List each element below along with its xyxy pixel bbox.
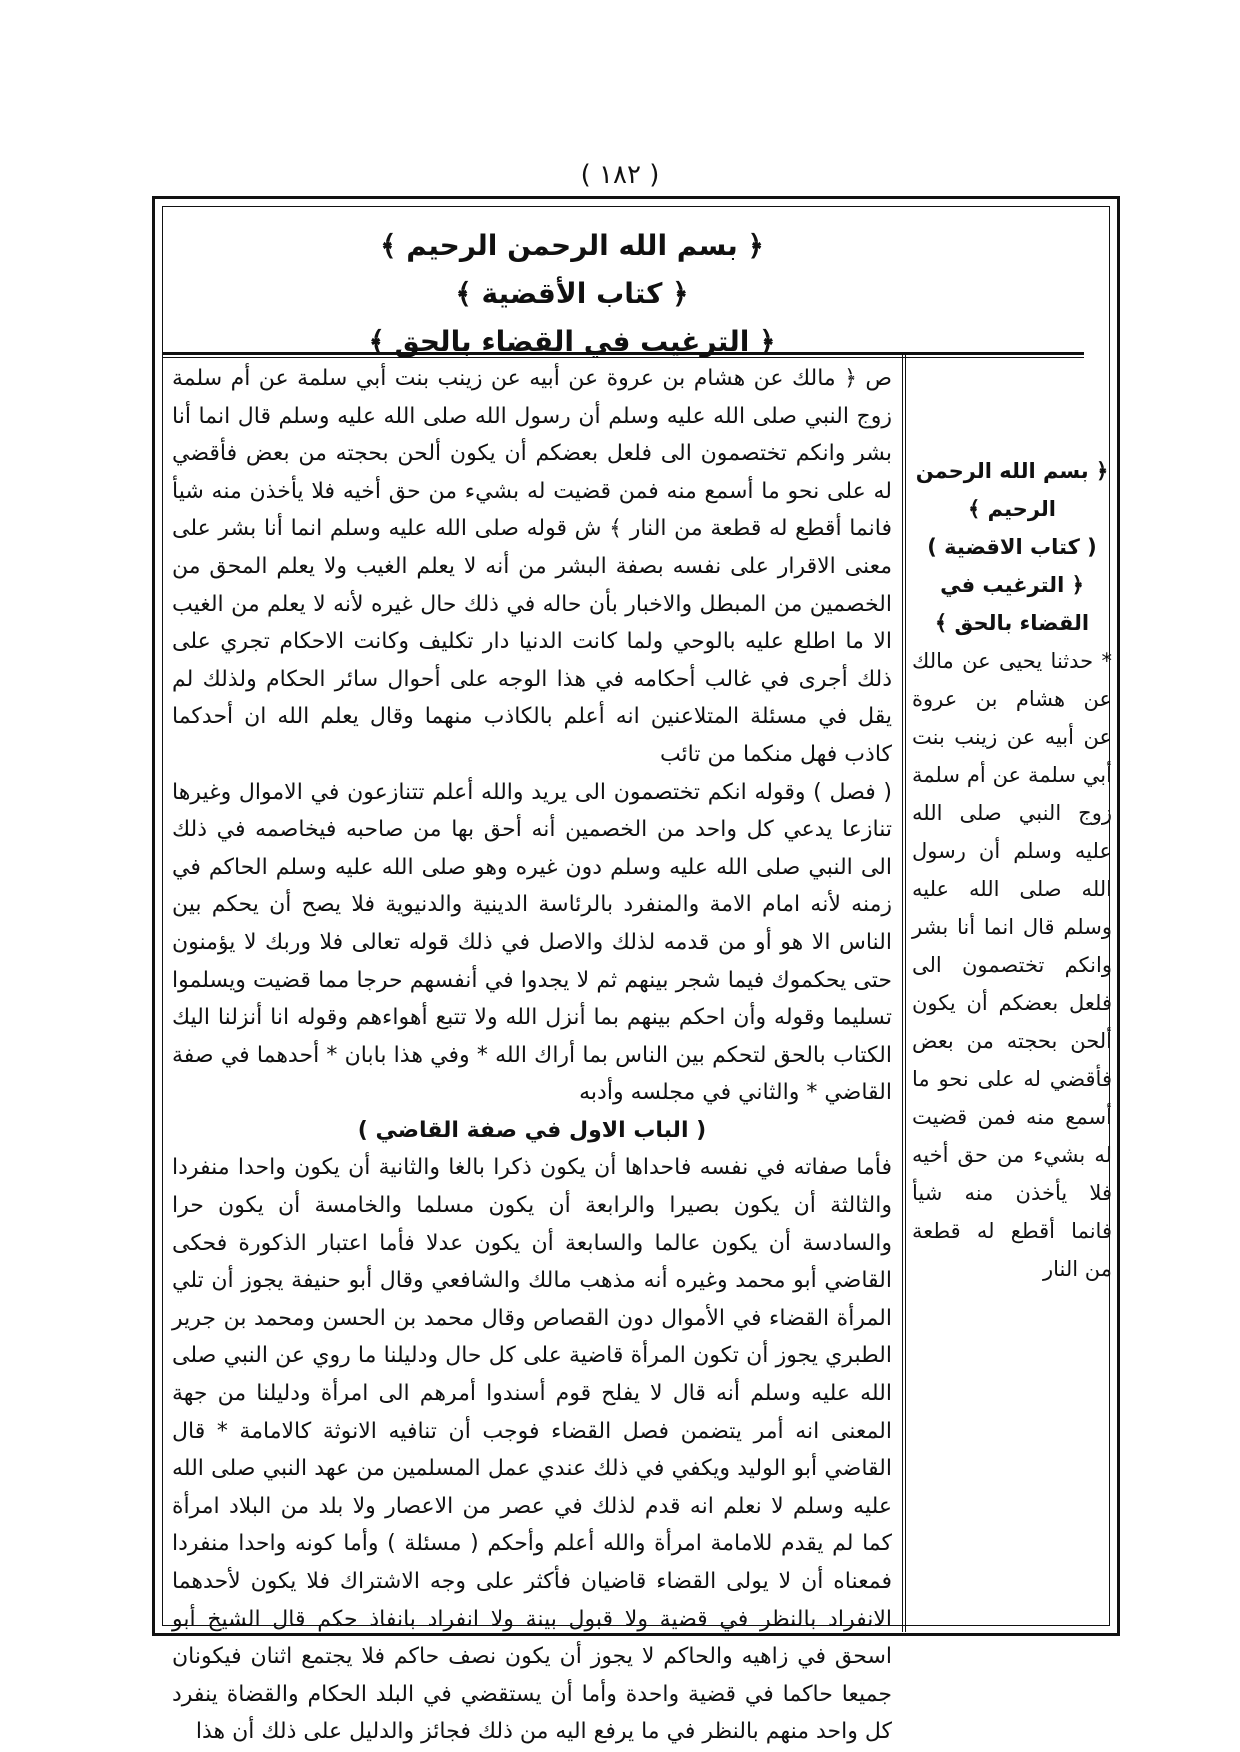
margin-chapter-title: ﴿ الترغيب في القضاء بالحق ﴾ — [934, 573, 1090, 635]
column-divider — [902, 352, 906, 1632]
margin-book-title: ( كتاب الاقضية ) — [927, 535, 1097, 559]
commentary-paragraph: ص ﴿ مالك عن هشام بن عروة عن أبيه عن زينب بنت أبي سلمة عن أم سلمة زوج النبي صلى الله عليه وسلم أن رسول الله صلى الله عليه وسلم قال انما أنا بشر وانكم تختصمون الى فلعل بعضكم أن يكون ألحن بحجته من بعض فأقضي له على نحو ما أسمع منه فمن قضيت له بشيء من حق أخيه فلا يأخذن منه شيأ فانما أقطع له قطعة من النار ﴾ ش قوله صلى الله عليه وسلم انما أنا بشر على معنى الاقرار على نفسه بصفة البشر من أنه لا يعلم الغيب ولا يعلم المحق من الخصمين من المبطل والاخبار بأن حاله في ذلك حال غيره لأنه لا يعلم من الغيب الا ما اطلع عليه بالوحي ولما كانت الدنيا دار تكليف وكانت الاحكام تجري على ذلك أجرى في غالب أحكامه في هذا الوجه على أحوال سائر الحكام ولذلك لم يقل في مسئلة المتلاعنين انه أعلم بالكاذب منهما وقال يعلم الله ان أحدكما كاذب فهل منكما من تائب — [172, 366, 892, 767]
commentary-column — [172, 360, 892, 1745]
header-divider — [162, 352, 1084, 358]
chapter-title: ﴿ الترغيب في القضاء بالحق ﴾ — [368, 325, 776, 358]
margin-hadith-text: * حدثنا يحيى عن مالك عن هشام بن عروة عن أبيه عن زينب بنت أبي سلمة عن أم سلمة زوج النبي صلى الله عليه وسلم أن رسول الله صلى الله عليه وسلم قال انما أنا بشر وانكم تختصمون الى فلعل بعضكم أن يكون ألحن بحجته من بعض فأقضي له على نحو ما أسمع منه فمن قضيت له بشيء من حق أخيه فلا يأخذن منه شيأ فانما أقطع له قطعة من النار — [912, 649, 1112, 1281]
margin-column — [912, 452, 1112, 1288]
commentary-paragraph: فأما صفاته في نفسه فاحداها أن يكون ذكرا بالغا والثانية أن يكون واحدا منفردا والثالثة أن يكون بصيرا والرابعة أن يكون مسلما والخامسة أن يكون حرا والسادسة أن يكون عالما والسابعة أن يكون عدلا فأما اعتبار الذكورة فحكى القاضي أبو محمد وغيره أنه مذهب مالك والشافعي وقال أبو حنيفة يجوز أن تلي المرأة القضاء في الأموال دون القصاص وقال محمد بن الحسن ومحمد بن جرير الطبري يجوز أن تكون المرأة قاضية على كل حال ودليلنا ما روي عن النبي صلى الله عليه وسلم أنه قال لا يفلح قوم أسندوا أمرهم الى امرأة ودليلنا من جهة المعنى انه أمر يتضمن فصل القضاء فوجب أن تنافيه الانوثة كالامامة * قال القاضي أبو الوليد ويكفي في ذلك عندي عمل المسلمين من عهد النبي صلى الله عليه وسلم لا نعلم انه قدم لذلك في عصر من الاعصار ولا بلد من البلاد امرأة كما لم يقدم للامامة امرأة والله أعلم وأحكم ( مسئلة ) وأما كونه واحدا منفردا فمعناه أن لا يولى القضاء قاضيان فأكثر على وجه الاشتراك فلا يكون لأحدهما الانفراد بالنظر في قضية ولا قبول بينة ولا انفراد بانفاذ حكم قال الشيخ أبو اسحق في زاهيه والحاكم لا يجوز أن يكون نصف حاكم فلا يجتمع اثنان فيكونان جميعا حاكما في قضية واحدة وأما أن يستقضي في البلد الحكام والقضاة ينفرد كل واحد منهم بالنظر في ما يرفع اليه من ذلك فجائز والدليل على ذلك أن هذا — [172, 1155, 892, 1745]
margin-basmala: ﴿ بسم الله الرحمن الرحيم ﴾ — [915, 459, 1109, 521]
book-title: ﴿ كتاب الأقضية ﴾ — [455, 277, 689, 310]
section-heading: ( الباب الاول في صفة القاضي ) — [357, 1117, 707, 1143]
page-number: ( ١٨٢ ) — [580, 160, 660, 190]
commentary-paragraph: ( فصل ) وقوله انكم تختصمون الى يريد والله أعلم تتنازعون في الاموال وغيرها تنازعا يدعي كل واحد من الخصمين أنه أحق بها من صاحبه فيخاصمه في ذلك الى النبي صلى الله عليه وسلم دون غيره وهو صلى الله عليه وسلم الحاكم في زمنه لأنه امام الامة والمنفرد بالرئاسة الدينية والدنيوية فلا يصح أن يحكم بين الناس الا هو أو من قدمه لذلك والاصل في ذلك قوله تعالى فلا وربك لا يؤمنون حتى يحكموك فيما شجر بينهم ثم لا يجدوا في أنفسهم حرجا مما قضيت ويسلموا تسليما وقوله وأن احكم بينهم بما أنزل الله ولا تتبع أهواءهم وقوله انا أنزلنا اليك الكتاب بالحق لتحكم بين الناس بما أراك الله * وفي هذا بابان * أحدهما في صفة القاضي * والثاني في مجلسه وأدبه — [172, 779, 892, 1106]
basmala: ﴿ بسم الله الرحمن الرحيم ﴾ — [380, 229, 764, 262]
page-header — [162, 222, 982, 366]
